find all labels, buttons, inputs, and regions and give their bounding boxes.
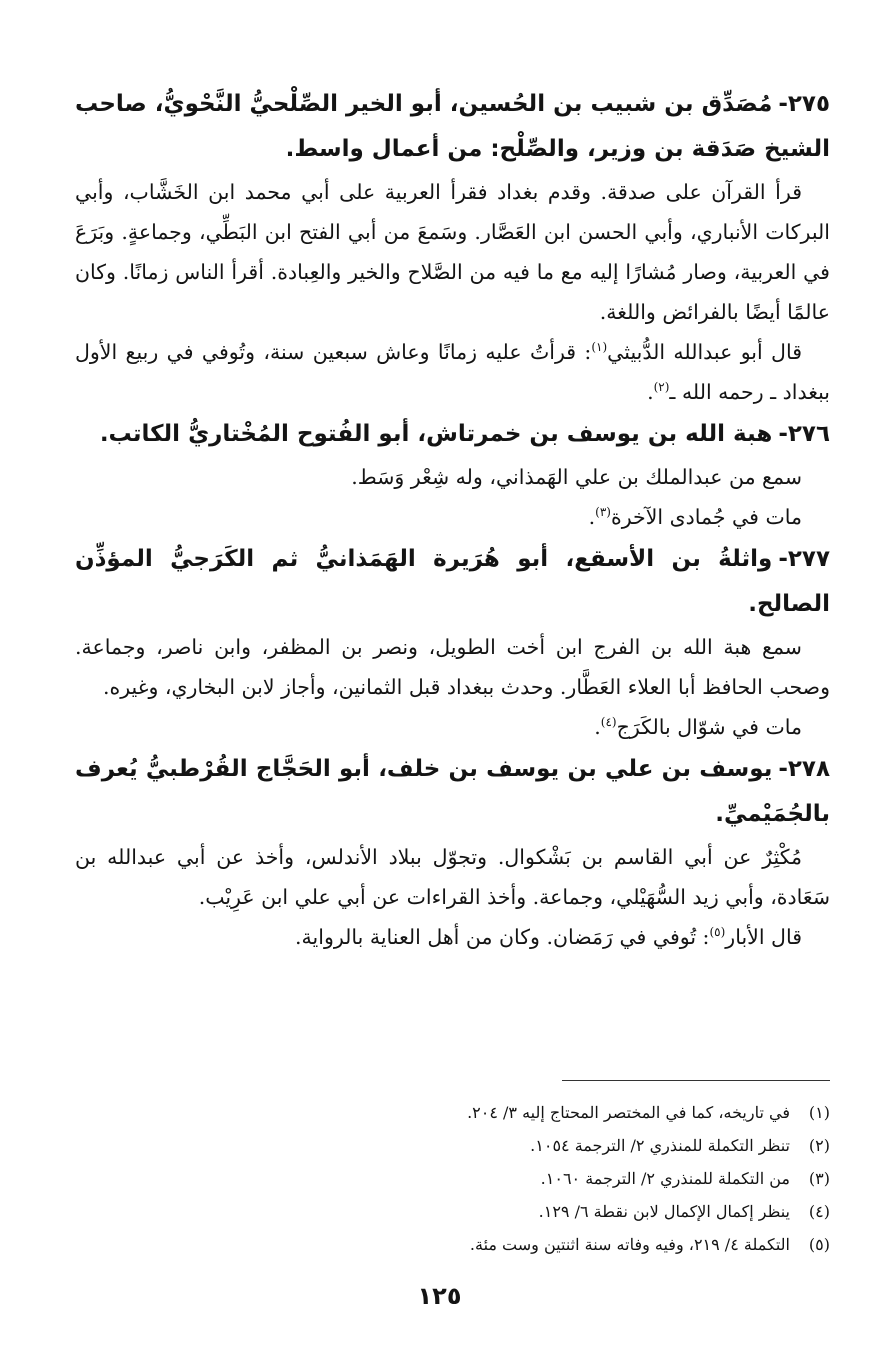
entry-paragraph	[75, 837, 830, 917]
footnote-ref[interactable]: (٣)	[595, 505, 611, 520]
entry-paragraph	[75, 917, 830, 957]
footnote	[75, 1228, 830, 1261]
entry-title: هبة الله بن يوسف بن خمرتاش، أبو الفُتوح المُخْتاريُّ الكاتب.	[99, 421, 773, 447]
footnote	[75, 1129, 830, 1162]
entry-paragraph	[75, 627, 830, 707]
paragraph-text: قال أبو عبدالله الدُّبيثي	[607, 340, 803, 364]
entry-number: ٢٧٨-	[778, 756, 830, 782]
entry-number: ٢٧٥-	[778, 91, 830, 117]
entry-paragraph	[75, 497, 830, 537]
footnote-number: (٢)	[808, 1136, 830, 1155]
footnote-ref[interactable]: (٢)	[653, 380, 670, 395]
footnote-ref[interactable]: (١)	[591, 340, 608, 355]
paragraph-text: مُكْثِرٌ عن أبي القاسم بن بَشْكوال. وتجوّل ببلاد الأندلس، وأخذ عن أبي عبدالله بن سَعَادة، وأبي زيد السُّهَيْلي، وجماعة. وأخذ القراءات عن أبي علي ابن عَرِيْب.	[75, 845, 830, 909]
footnote-text: ينظر إكمال الإكمال لابن نقطة ٦/ ١٢٩.	[538, 1202, 790, 1221]
page-number: ١٢٥	[417, 1282, 462, 1310]
main-text	[75, 82, 830, 957]
entry-title: واثلةُ بن الأسقع، أبو هُرَيرة الهَمَذانيُّ ثم الكَرَجيُّ المؤذِّن الصالح.	[75, 546, 830, 617]
footnote-text: في تاريخه، كما في المختصر المحتاج إليه ٣/ ٢٠٤.	[467, 1103, 790, 1122]
entry-number: ٢٧٧-	[778, 546, 830, 572]
footnote-number: (٥)	[808, 1235, 830, 1254]
paragraph-text: : قرأتُ عليه زمانًا وعاش سبعين سنة، وتُوفي في ربيع الأول ببغداد ـ رحمه الله ـ	[75, 340, 830, 404]
entry-number: ٢٧٦-	[778, 421, 830, 447]
entry-paragraph	[75, 332, 830, 412]
entry-paragraph	[75, 172, 830, 332]
entry-paragraph	[75, 457, 830, 497]
paragraph-text: مات في جُمادى الآخرة	[610, 505, 802, 529]
paragraph-text: .	[594, 715, 601, 739]
footnote	[75, 1195, 830, 1228]
entry-paragraph	[75, 707, 830, 747]
paragraph-text: قرأ القرآن على صدقة. وقدم بغداد فقرأ العربية على أبي محمد ابن الخَشَّاب، وأبي البركات الأنباري، وأبي الحسن ابن العَصَّار. وسَمعَ من أبي الفتح ابن البَطِّي، وجماعةٍ. وبَرَعَ في العربية، وصار مُشارًا إليه مع ما فيه من الصَّلاح والخير والعِبادة. أقرأ الناس زمانًا. وكان عالمًا أيضًا بالفرائض واللغة.	[75, 180, 830, 324]
footnote-ref[interactable]: (٤)	[600, 715, 617, 730]
entry-heading	[75, 412, 830, 457]
entry-heading	[75, 82, 830, 172]
footnote-number: (٣)	[808, 1169, 830, 1188]
paragraph-text: سمع من عبدالملك بن علي الهَمذاني، وله شِعْر وَسَط.	[351, 465, 802, 489]
entry-title: مُصَدِّق بن شبيب بن الحُسين، أبو الخير الصِّلْحيُّ النَّحْويُّ، صاحب الشيخ صَدَقة بن وزير، والصِّلْح: من أعمال واسط.	[75, 91, 830, 162]
footnote-number: (١)	[808, 1103, 830, 1122]
paragraph-text: سمع هبة الله بن الفرج ابن أخت الطويل، ونصر بن المظفر، وابن ناصر، وجماعة. وصحب الحافظ أبا العلاء العَطَّار. وحدث ببغداد قبل الثمانين، وأجاز لابن البخاري، وغيره.	[75, 635, 830, 699]
footnote-divider	[562, 1080, 830, 1081]
footnote-text: تنظر التكملة للمنذري ٢/ الترجمة ١٠٥٤.	[530, 1136, 790, 1155]
footnote-ref[interactable]: (٥)	[709, 925, 726, 940]
footnote-text: من التكملة للمنذري ٢/ الترجمة ١٠٦٠.	[540, 1169, 790, 1188]
entry-title: يوسف بن علي بن يوسف بن خلف، أبو الحَجَّاج القُرْطبيُّ يُعرف بالجُمَيْميِّ.	[75, 756, 830, 827]
footnotes	[75, 1096, 830, 1261]
entry-heading	[75, 537, 830, 627]
paragraph-text: .	[647, 380, 654, 404]
paragraph-text: : تُوفي في رَمَضان. وكان من أهل العناية بالرواية.	[295, 925, 710, 949]
footnote	[75, 1162, 830, 1195]
paragraph-text: مات في شوّال بالكَرَج	[616, 715, 802, 739]
footnote	[75, 1096, 830, 1129]
entry-heading	[75, 747, 830, 837]
paragraph-text: قال الأبار	[725, 925, 802, 949]
paragraph-text: .	[588, 505, 596, 529]
footnote-text: التكملة ٤/ ٢١٩، وفيه وفاته سنة اثنتين وست مئة.	[469, 1235, 790, 1254]
footnote-number: (٤)	[808, 1202, 830, 1221]
